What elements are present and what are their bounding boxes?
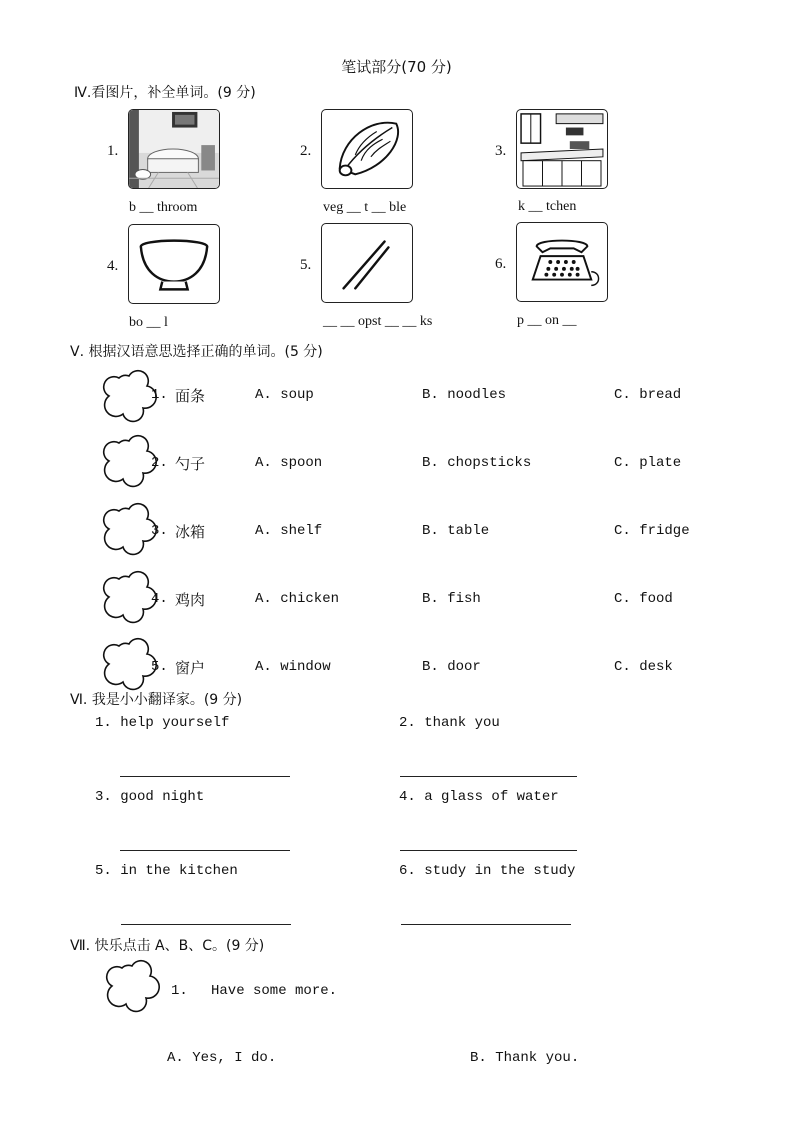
option-a: A. shelf	[255, 523, 323, 539]
picture-number: 1.	[107, 143, 119, 159]
question-number: 3.	[151, 523, 168, 539]
option-c: C. desk	[614, 659, 673, 675]
option-c: C. bread	[614, 387, 682, 403]
flower-icon	[101, 569, 157, 625]
question-number: 1.	[151, 387, 168, 403]
picture-number: 6.	[495, 256, 507, 272]
option-a: A. Yes, I do.	[167, 1050, 277, 1066]
word-blank-bowl: bo __ l	[129, 315, 168, 330]
picture-number: 4.	[107, 258, 119, 274]
answer-line[interactable]	[120, 776, 290, 777]
option-c: C. plate	[614, 455, 682, 471]
question-text: Have some more.	[211, 983, 338, 999]
option-b: B. fish	[422, 591, 481, 607]
option-a: A. chicken	[255, 591, 340, 607]
question-number: 2.	[151, 455, 168, 471]
option-a: A. spoon	[255, 455, 323, 471]
bowl-picture	[128, 224, 220, 304]
picture-number: 2.	[300, 143, 312, 159]
picture-number: 3.	[495, 143, 507, 159]
answer-line[interactable]	[400, 776, 577, 777]
phrase-item: 5. in the kitchen	[95, 863, 238, 879]
option-a: A. soup	[255, 387, 314, 403]
word-blank-chopsticks: __ __ opst __ __ ks	[323, 314, 433, 329]
phrase-item: 2. thank you	[399, 715, 500, 731]
bathroom-picture	[128, 109, 220, 189]
flower-icon	[101, 501, 157, 557]
picture-number: 5.	[300, 257, 312, 273]
option-a: A. window	[255, 659, 331, 675]
section-7-heading: Ⅶ. 快乐点击 A、B、C。(9 分)	[70, 938, 265, 954]
phrase-item: 6. study in the study	[399, 863, 576, 879]
section-4-heading: Ⅳ.看图片，补全单词。(9 分)	[74, 85, 256, 101]
option-b: B. Thank you.	[470, 1050, 580, 1066]
answer-line[interactable]	[120, 850, 290, 851]
phrase-item: 1. help yourself	[95, 715, 230, 731]
answer-line[interactable]	[401, 924, 571, 925]
chinese-word: 冰箱	[175, 523, 206, 541]
flower-icon	[104, 958, 160, 1014]
chinese-word: 窗户	[175, 659, 206, 677]
question-number: 5.	[151, 659, 168, 675]
section-6-heading: Ⅵ. 我是小小翻译家。(9 分)	[70, 692, 243, 708]
option-c: C. fridge	[614, 523, 690, 539]
flower-icon	[101, 368, 157, 424]
section-5-heading: Ⅴ. 根据汉语意思选择正确的单词。(5 分)	[70, 344, 323, 360]
kitchen-picture	[516, 109, 608, 189]
answer-line[interactable]	[121, 924, 291, 925]
question-number: 4.	[151, 591, 168, 607]
word-blank-vegetable: veg __ t __ ble	[323, 200, 407, 215]
page-title: 笔试部分(70 分)	[341, 58, 452, 76]
phrase-item: 4. a glass of water	[399, 789, 559, 805]
answer-line[interactable]	[400, 850, 577, 851]
chinese-word: 面条	[175, 387, 206, 405]
chopsticks-picture	[321, 223, 413, 303]
option-b: B. door	[422, 659, 481, 675]
option-b: B. noodles	[422, 387, 507, 403]
flower-icon	[101, 636, 157, 692]
question-number: 1.	[171, 983, 188, 999]
phrase-item: 3. good night	[95, 789, 205, 805]
flower-icon	[101, 433, 157, 489]
option-b: B. chopsticks	[422, 455, 532, 471]
chinese-word: 鸡肉	[175, 591, 206, 609]
option-b: B. table	[422, 523, 490, 539]
word-blank-kitchen: k __ tchen	[518, 199, 577, 214]
word-blank-bathroom: b __ throom	[129, 200, 198, 215]
word-blank-phone: p __ on __	[517, 313, 577, 328]
option-c: C. food	[614, 591, 673, 607]
telephone-picture	[516, 222, 608, 302]
cabbage-picture	[321, 109, 413, 189]
chinese-word: 勺子	[175, 455, 206, 473]
